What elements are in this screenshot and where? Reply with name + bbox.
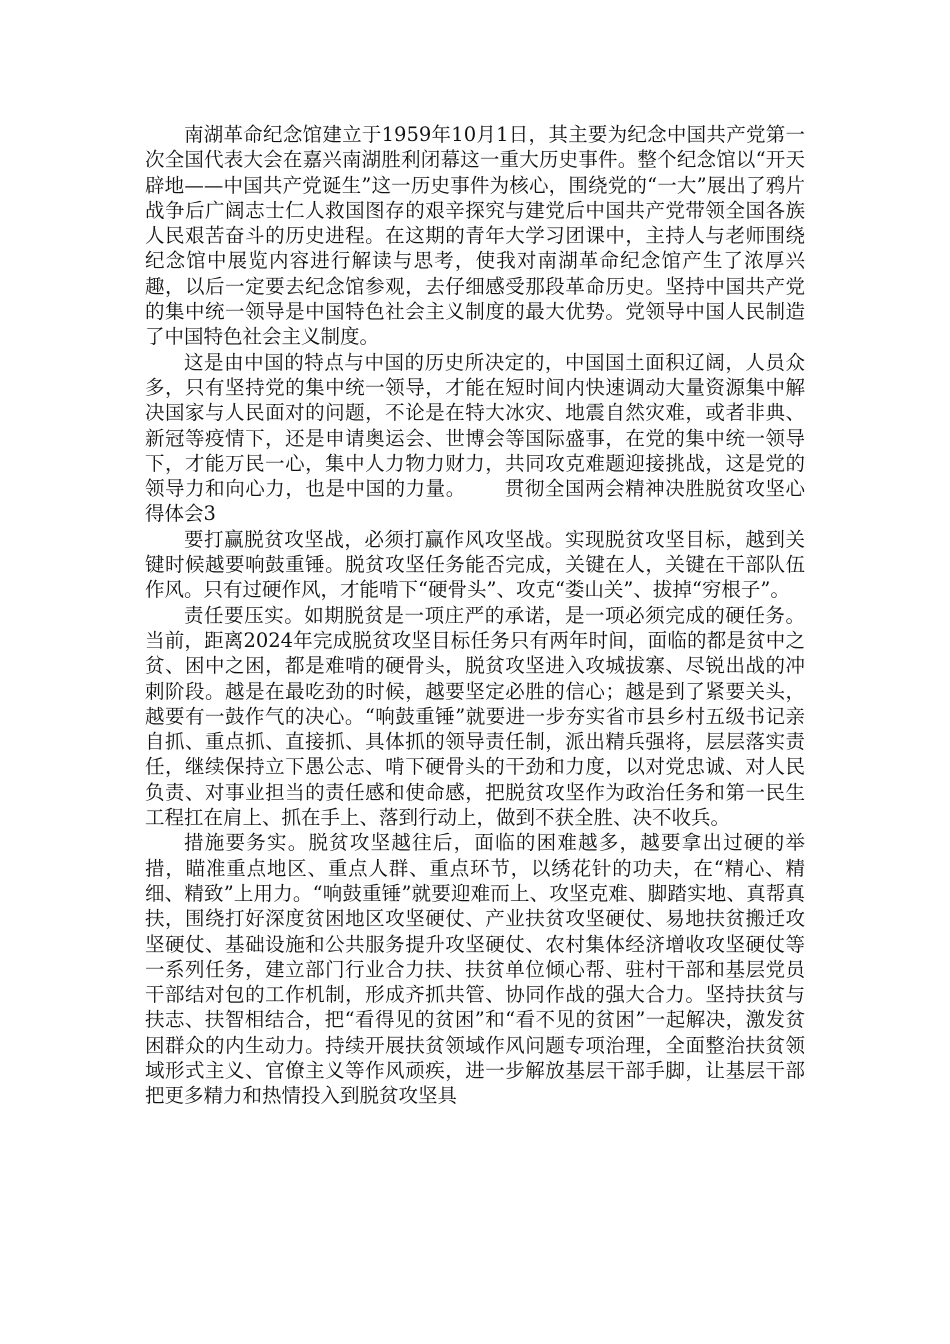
paragraph-3: 要打赢脱贫攻坚战，必须打赢作风攻坚战。实现脱贫攻坚目标，越到关键时候越要响鼓重锤。脱贫攻坚任务能否完成，关键在人，关键在干部队伍作风。只有过硬作风，才能啃下“硬骨头”、攻克“娄山关”、拔掉“穷根子”。 <box>145 527 805 602</box>
paragraph-5: 措施要务实。脱贫攻坚越往后，面临的困难越多，越要拿出过硬的举措，瞄准重点地区、重点人群、重点环节，以绣花针的功夫，在“精心、精细、精致”上用力。“响鼓重锤”就要迎难而上、攻坚克难、脚踏实地、真帮真扶，围绕打好深度贫困地区攻坚硬仗、产业扶贫攻坚硬仗、易地扶贫搬迁攻坚硬仗、基础设施和公共服务提升攻坚硬仗、农村集体经济增收攻坚硬仗等一系列任务，建立部门行业合力扶、扶贫单位倾心帮、驻村干部和基层党员干部结对包的工作机制，形成齐抓共管、协同作战的强大合力。坚持扶贫与扶志、扶智相结合，把“看得见的贫困”和“看不见的贫困”一起解决，激发贫困群众的内生动力。持续开展扶贫领域作风问题专项治理，全面整治扶贫领域形式主义、官僚主义等作风顽疾，进一步解放基层干部手脚，让基层干部把更多精力和热情投入到脱贫攻坚具 <box>145 831 805 1108</box>
paragraph-4: 责任要压实。如期脱贫是一项庄严的承诺，是一项必须完成的硬任务。当前，距离2024年完成脱贫攻坚目标任务只有两年时间，面临的都是贫中之贫、困中之困，都是难啃的硬骨头，脱贫攻坚进入攻城拔寨、尽锐出战的冲刺阶段。越是在最吃劲的时候，越要坚定必胜的信心；越是到了紧要关头，越要有一鼓作气的决心。“响鼓重锤”就要进一步夯实省市县乡村五级书记亲自抓、重点抓、直接抓、具体抓的领导责任制，派出精兵强将，层层落实责任，继续保持立下愚公志、啃下硬骨头的干劲和力度，以对党忠诚、对人民负责、对事业担当的责任感和使命感，把脱贫攻坚作为政治任务和第一民生工程扛在肩上、抓在手上、落到行动上，做到不获全胜、决不收兵。 <box>145 603 805 830</box>
paragraph-2 <box>145 350 805 527</box>
document-body <box>145 122 805 1109</box>
section-heading: 贯彻全国两会精神决胜脱贫攻坚心得体会3 <box>145 477 805 526</box>
paragraph-2-text: 这是由中国的特点与中国的历史所决定的，中国国土面积辽阔，人员众多，只有坚持党的集中统一领导，才能在短时间内快速调动大量资源集中解决国家与人民面对的问题，不论是在特大冰灾、地震自然灾难，或者非典、新冠等疫情下，还是申请奥运会、世博会等国际盛事，在党的集中统一领导下，才能万民一心，集中人力物力财力，共同攻克难题迎接挑战，这是党的领导力和向心力，也是中国的力量。 <box>145 350 805 501</box>
paragraph-1: 南湖革命纪念馆建立于1959年10月1日，其主要为纪念中国共产党第一次全国代表大会在嘉兴南湖胜利闭幕这一重大历史事件。整个纪念馆以“开天辟地——中国共产党诞生”这一历史事件为核心，围绕党的“一大”展出了鸦片战争后广阔志士仁人救国图存的艰辛探究与建党后中国共产党带领全国各族人民艰苦奋斗的历史进程。在这期的青年大学习团课中，主持人与老师围绕纪念馆中展览内容进行解读与思考，使我对南湖革命纪念馆产生了浓厚兴趣，以后一定要去纪念馆参观，去仔细感受那段革命历史。坚持中国共产党的集中统一领导是中国特色社会主义制度的最大优势。党领导中国人民制造了中国特色社会主义制度。 <box>145 123 805 349</box>
